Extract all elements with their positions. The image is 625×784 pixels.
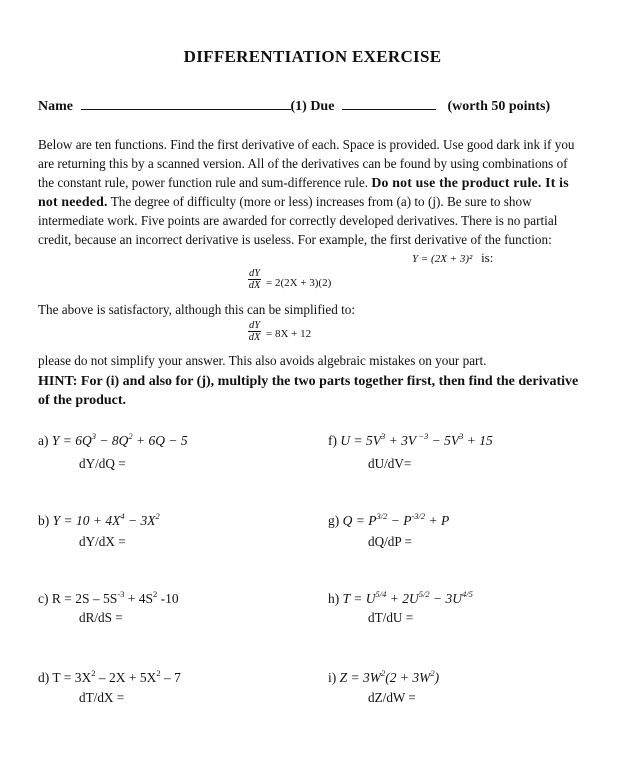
simplified-result: = 8X + 12: [266, 328, 312, 340]
problem-c: [38, 591, 179, 607]
example-result: = 2(2X + 3)(2): [266, 277, 332, 289]
problem-b-label: b): [38, 513, 50, 528]
problem-g-equation: $Q = P^{3/2} - P^{-3/2} + P$: [342, 511, 450, 528]
worth-label: (worth 50 points): [447, 99, 551, 114]
problem-f: [328, 433, 493, 449]
problem-d: [38, 670, 181, 686]
problem-b-equation: $Y = 10 + 4X^4 - 3X^2$: [52, 511, 160, 528]
name-label: Name: [38, 99, 73, 114]
problem-d-derivative: dT/dX =: [79, 690, 125, 705]
problem-i-label: i): [328, 670, 337, 685]
problem-i: [328, 670, 439, 686]
is-label: is:: [481, 250, 494, 265]
simplified-numerator: dY: [249, 320, 261, 331]
due-blank[interactable]: [342, 97, 436, 110]
simplified-derivative-fraction: [248, 320, 261, 343]
problem-f-derivative: dU/dV=: [368, 456, 412, 471]
example-denominator: dX: [248, 280, 261, 291]
simplified-intro: The above is satisfactory, although this can be simplified to:: [38, 302, 356, 317]
problem-a-derivative: dY/dQ =: [79, 456, 126, 471]
problem-g-label: g): [328, 513, 340, 528]
name-due-row: [38, 97, 583, 115]
problem-d-label: d): [38, 670, 50, 685]
problem-g-derivative: dQ/dP =: [368, 534, 412, 549]
problem-f-label: f): [328, 433, 337, 448]
problem-h-equation: $T = U^{5/4} + 2U^{5/2} - 3U^{4/5}$: [342, 589, 473, 606]
problem-h-label: h): [328, 591, 340, 606]
problem-d-equation: $T = 3X^2 - 2X + 5X^2 - 7$: [52, 668, 181, 685]
problem-a-label: a): [38, 433, 49, 448]
instructions-bold: Do not use the product rule. It is not needed.: [38, 175, 569, 209]
problem-i-derivative: dZ/dW =: [368, 690, 416, 705]
instructions: [38, 135, 586, 249]
problem-h-derivative: dT/dU =: [368, 610, 414, 625]
name-blank[interactable]: [81, 97, 291, 110]
example-function: [412, 250, 493, 266]
problem-c-label: c): [38, 591, 49, 606]
example-derivative-fraction: [248, 268, 261, 291]
page-title: DIFFERENTIATION EXERCISE: [183, 47, 442, 66]
simplified-denominator: dX: [248, 332, 261, 343]
hint-text: HINT: For (i) and also for (j), multiply the two parts together first, then find the derivative of the product.: [38, 374, 579, 408]
problem-i-equation: $Z = 3W^2(2 + 3W^2)$: [339, 668, 440, 685]
problem-b-derivative: dY/dX =: [79, 534, 126, 549]
problem-c-equation: $R = 2S - 5S^{-3} + 4S^2$ -10: [51, 589, 179, 606]
problem-h: [328, 591, 473, 607]
problem-c-derivative: dR/dS =: [79, 610, 123, 625]
due-label: (1) Due: [290, 99, 335, 114]
example-function-text: Y = (2X + 3)²: [412, 253, 473, 265]
problem-f-equation: $U = 5V^3 + 3V$ $^{-3} - 5V^3 + 15$: [340, 431, 493, 448]
problem-g: [328, 513, 449, 529]
example-numerator: dY: [249, 268, 261, 279]
instructions-part1: Below are ten functions. Find the first derivative of each. Space is provided. Use good dark ink if you are returning this by a scanned version. All of the derivatives can be found by using combinations of the constant rule, power function rule and sum-difference rule.: [38, 137, 575, 190]
problem-a-equation: $Y = 6Q^3 - 8Q^2 + 6Q - 5$: [51, 431, 188, 448]
problem-a: [38, 433, 188, 449]
instructions-part2: The degree of difficulty (more or less) increases from (a) to (j). Be sure to show intermediate work. Five points are awarded for correctly developed derivatives. There is no partial credit, because an incorrect derivative is useless. For example, the first derivative of the function:: [38, 194, 558, 247]
note-text: please do not simplify your answer. This also avoids algebraic mistakes on your part.: [38, 353, 487, 368]
problem-b: [38, 513, 160, 529]
